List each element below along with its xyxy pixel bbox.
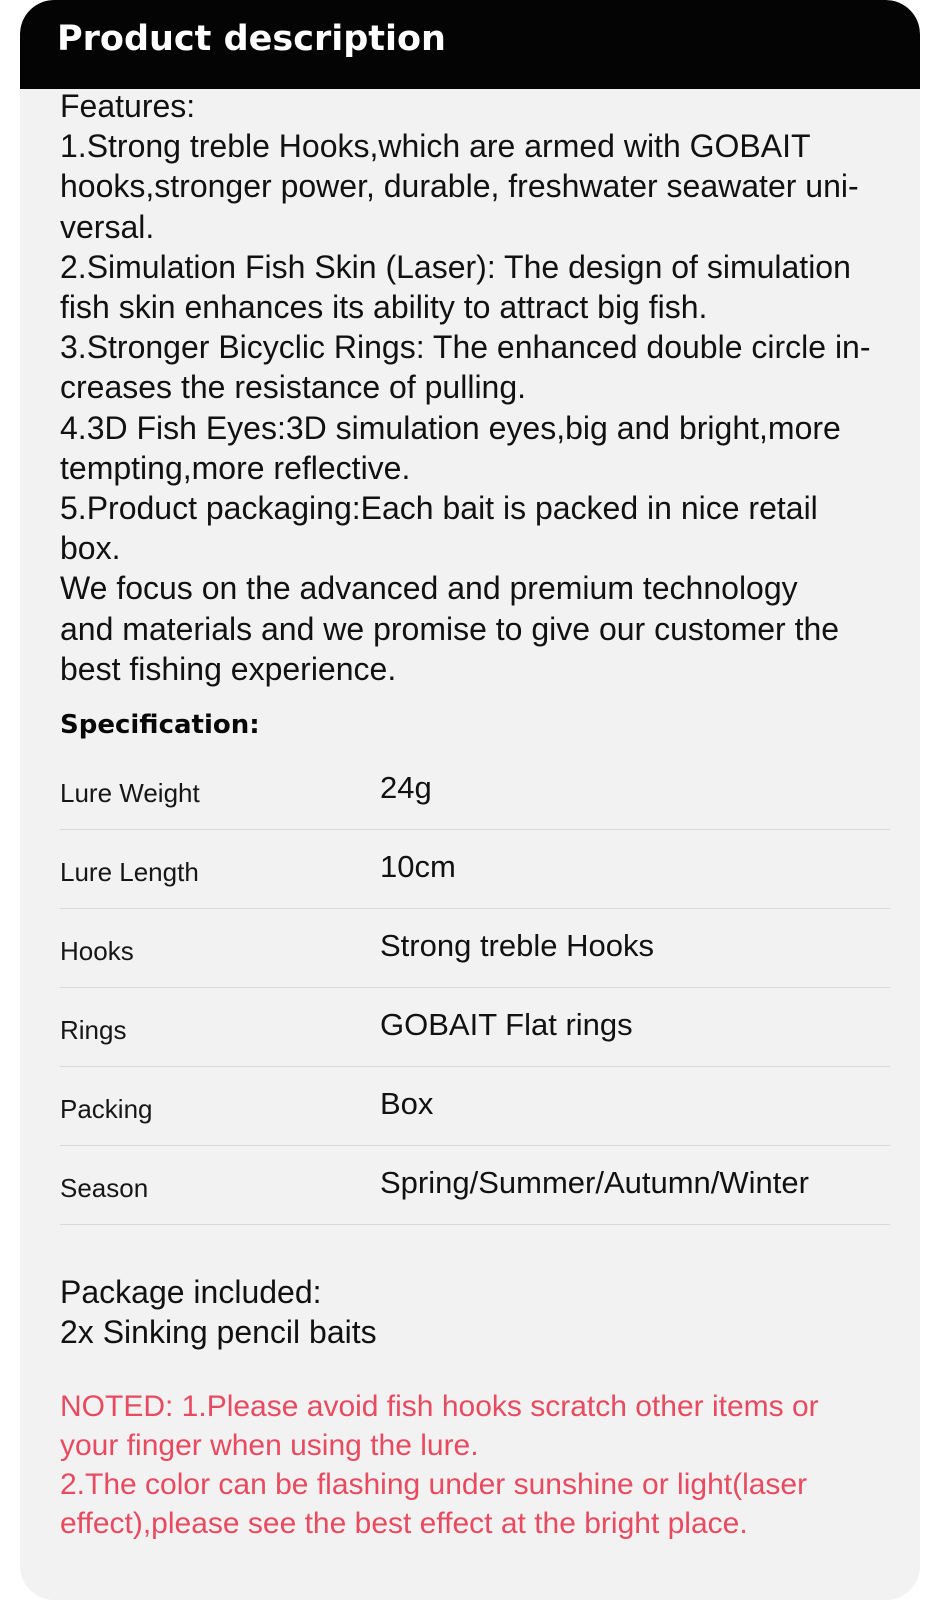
specification-row-rings <box>60 988 890 1067</box>
feature-line: tempting,more reflective. <box>60 449 411 486</box>
product-description-card <box>20 0 920 1600</box>
features-text <box>60 126 890 689</box>
feature-line: fish skin enhances its ability to attract big fish. <box>60 289 708 326</box>
spec-label: Lure Length <box>60 857 199 888</box>
note-line: effect),please see the best effect at the bright place. <box>60 1507 748 1541</box>
feature-line: box. <box>60 530 121 567</box>
specification-row-hooks <box>60 909 890 988</box>
note-line: your finger when using the lure. <box>60 1429 479 1463</box>
description-content <box>60 86 890 1543</box>
package-label: Package included: <box>60 1274 322 1311</box>
feature-line: We focus on the advanced and premium technology <box>60 570 798 607</box>
specification-row-lure-weight <box>60 751 890 830</box>
spec-value: Spring/Summer/Autumn/Winter <box>380 1165 809 1201</box>
spec-value: 10cm <box>380 849 456 885</box>
feature-line: creases the resistance of pulling. <box>60 369 527 406</box>
notes-warning <box>60 1387 890 1543</box>
section-header <box>20 0 920 89</box>
spec-value: Box <box>380 1086 434 1122</box>
feature-line: best fishing experience. <box>60 650 397 687</box>
package-included <box>60 1272 890 1352</box>
feature-line: 4.3D Fish Eyes:3D simulation eyes,big and bright,more <box>60 409 841 446</box>
spec-value: 24g <box>380 770 432 806</box>
section-title: Product description <box>57 19 446 59</box>
specification-row-lure-length <box>60 830 890 909</box>
spec-value: Strong treble Hooks <box>380 928 654 964</box>
features-label: Features: <box>60 88 196 124</box>
spec-label: Season <box>60 1173 149 1204</box>
spec-label: Rings <box>60 1015 127 1046</box>
feature-line: versal. <box>60 208 155 245</box>
feature-line: 5.Product packaging:Each bait is packed in nice retail <box>60 490 818 527</box>
feature-line: 1.Strong treble Hooks,which are armed with GOBAIT <box>60 128 811 165</box>
specification-title: Specification: <box>60 710 260 741</box>
spec-value: GOBAIT Flat rings <box>380 1007 633 1043</box>
feature-line: hooks,stronger power, durable, freshwater seawater uni- <box>60 168 859 205</box>
feature-line: and materials and we promise to give our customer the <box>60 610 840 647</box>
spec-label: Lure Weight <box>60 778 200 809</box>
specification-table <box>60 751 890 1225</box>
note-line: NOTED: 1.Please avoid fish hooks scratch other items or <box>60 1390 819 1424</box>
package-item: 2x Sinking pencil baits <box>60 1314 377 1351</box>
spec-label: Packing <box>60 1094 153 1125</box>
feature-line: 3.Stronger Bicyclic Rings: The enhanced double circle in- <box>60 329 871 366</box>
feature-line: 2.Simulation Fish Skin (Laser): The design of simulation <box>60 248 851 285</box>
specification-row-season <box>60 1146 890 1225</box>
note-line: 2.The color can be flashing under sunshine or light(laser <box>60 1468 808 1502</box>
spec-label: Hooks <box>60 936 134 967</box>
specification-row-packing <box>60 1067 890 1146</box>
